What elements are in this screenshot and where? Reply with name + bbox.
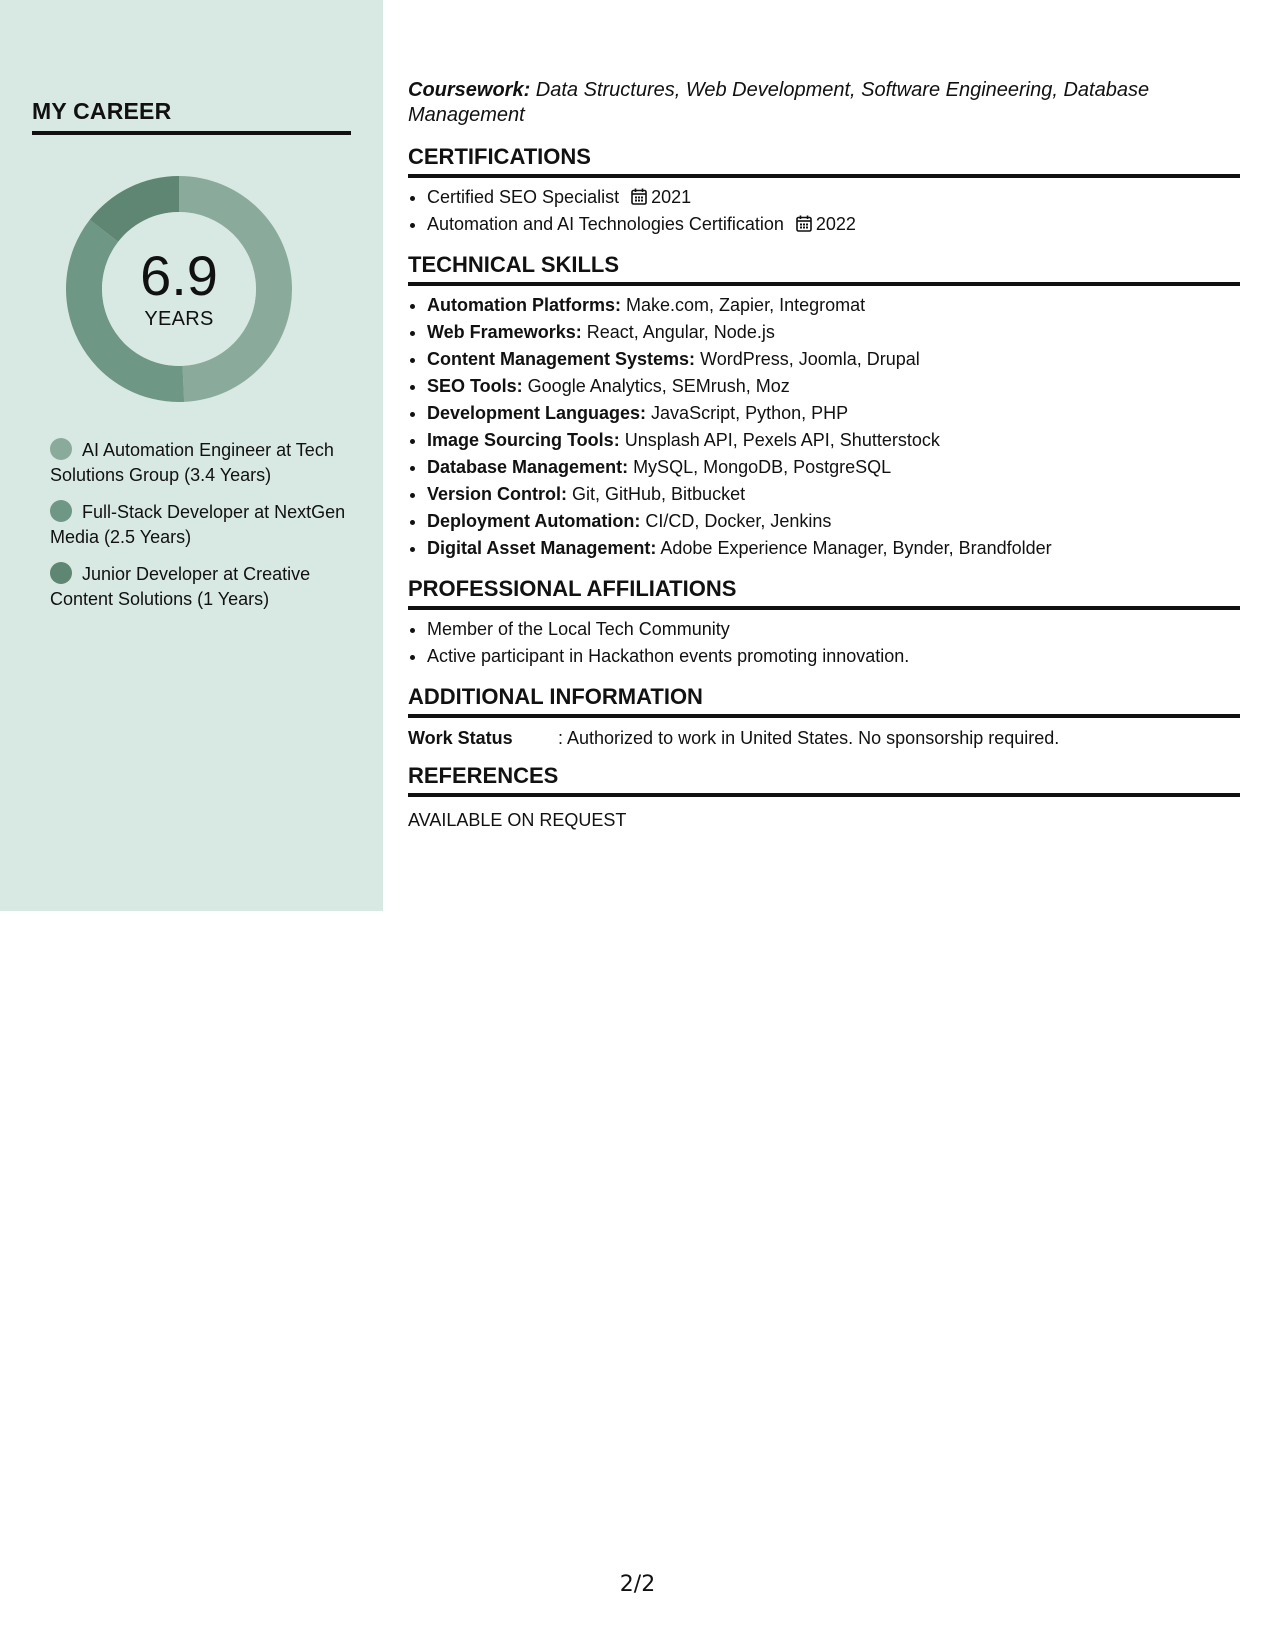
coursework xyxy=(408,78,1240,128)
skill-value: Google Analytics, SEMrush, Moz xyxy=(522,376,790,396)
coursework-label: Coursework: xyxy=(408,79,531,101)
skill-value: Make.com, Zapier, Integromat xyxy=(621,295,866,315)
legend-dot-icon xyxy=(50,562,72,584)
list-item xyxy=(427,508,1240,535)
list-item xyxy=(427,454,1240,481)
skills-list xyxy=(408,292,1240,562)
legend-dot-icon xyxy=(50,500,72,522)
career-section-title: MY CAREER xyxy=(32,98,351,135)
skill-label: Image Sourcing Tools: xyxy=(427,430,620,450)
career-item-text: AI Automation Engineer at Tech Solutions Group (3.4 Years) xyxy=(50,440,334,485)
list-item xyxy=(427,535,1240,562)
career-item xyxy=(50,562,350,612)
list-item xyxy=(427,427,1240,454)
calendar-icon xyxy=(796,215,812,232)
career-item-text: Junior Developer at Creative Content Solutions (1 Years) xyxy=(50,564,311,609)
skill-value: Unsplash API, Pexels API, Shutterstock xyxy=(619,430,940,450)
affiliations-list xyxy=(408,616,1240,670)
skills-section xyxy=(408,252,1240,562)
list-item: • Active participant in Hackathon events promoting innovation. xyxy=(427,643,1240,670)
list-item xyxy=(427,184,1240,211)
section-title-affiliations: PROFESSIONAL AFFILIATIONS xyxy=(408,576,1240,610)
list-item xyxy=(427,346,1240,373)
references-section xyxy=(408,763,1240,831)
section-title-skills: TECHNICAL SKILLS xyxy=(408,252,1240,286)
skill-label: Version Control: xyxy=(427,484,568,504)
career-donut-chart xyxy=(66,176,292,402)
skill-label: Content Management Systems: xyxy=(427,349,696,369)
certification-year: 2021 xyxy=(651,187,692,207)
donut-center xyxy=(66,176,292,402)
skill-label: Database Management: xyxy=(427,457,629,477)
work-status-label: Work Status xyxy=(408,728,513,748)
skill-value: React, Angular, Node.js xyxy=(581,322,775,342)
career-item-text: Full-Stack Developer at NextGen Media (2.5 Years) xyxy=(50,502,346,547)
main-content xyxy=(408,78,1240,845)
section-title-additional-info: ADDITIONAL INFORMATION xyxy=(408,684,1240,718)
skill-value: Git, GitHub, Bitbucket xyxy=(567,484,746,504)
total-years-unit: YEARS xyxy=(144,307,214,330)
list-item xyxy=(427,400,1240,427)
skill-value: MySQL, MongoDB, PostgreSQL xyxy=(628,457,892,477)
certification-year: 2022 xyxy=(815,214,856,234)
legend-dot-icon xyxy=(50,438,72,460)
skill-value: WordPress, Joomla, Drupal xyxy=(695,349,920,369)
skill-value: CI/CD, Docker, Jenkins xyxy=(640,511,832,531)
work-status-row xyxy=(408,728,1240,749)
coursework-text: Data Structures, Web Development, Software Engineering, Database Management xyxy=(408,79,1150,126)
skill-label: Automation Platforms: xyxy=(427,295,622,315)
list-item xyxy=(427,211,1240,238)
section-title-references: REFERENCES xyxy=(408,763,1240,797)
skill-label: Digital Asset Management: xyxy=(427,538,657,558)
certification-name: Certified SEO Specialist xyxy=(427,187,620,207)
affiliations-section xyxy=(408,576,1240,670)
skill-label: Web Frameworks: xyxy=(427,322,582,342)
additional-info-section xyxy=(408,684,1240,749)
career-item xyxy=(50,438,350,488)
references-text: AVAILABLE ON REQUEST xyxy=(408,810,627,830)
list-item xyxy=(427,481,1240,508)
skill-label: SEO Tools: xyxy=(427,376,523,396)
certifications-section xyxy=(408,144,1240,238)
sidebar xyxy=(0,0,383,911)
skill-value: Adobe Experience Manager, Bynder, Brandfolder xyxy=(656,538,1052,558)
calendar-icon xyxy=(631,188,647,205)
page-number: 2/2 xyxy=(619,1572,656,1597)
skill-value: JavaScript, Python, PHP xyxy=(646,403,849,423)
section-title-certifications: CERTIFICATIONS xyxy=(408,144,1240,178)
list-item xyxy=(427,373,1240,400)
career-item xyxy=(50,500,350,550)
certification-name: Automation and AI Technologies Certification xyxy=(427,214,784,234)
list-item xyxy=(427,292,1240,319)
total-years-value: 6.9 xyxy=(140,243,218,307)
list-item: • Member of the Local Tech Community xyxy=(427,616,1240,643)
skill-label: Development Languages: xyxy=(427,403,647,423)
career-list xyxy=(50,438,350,624)
certifications-list xyxy=(408,184,1240,238)
skill-label: Deployment Automation: xyxy=(427,511,641,531)
list-item xyxy=(427,319,1240,346)
work-status-value: : Authorized to work in United States. No sponsorship required. xyxy=(558,728,1060,748)
